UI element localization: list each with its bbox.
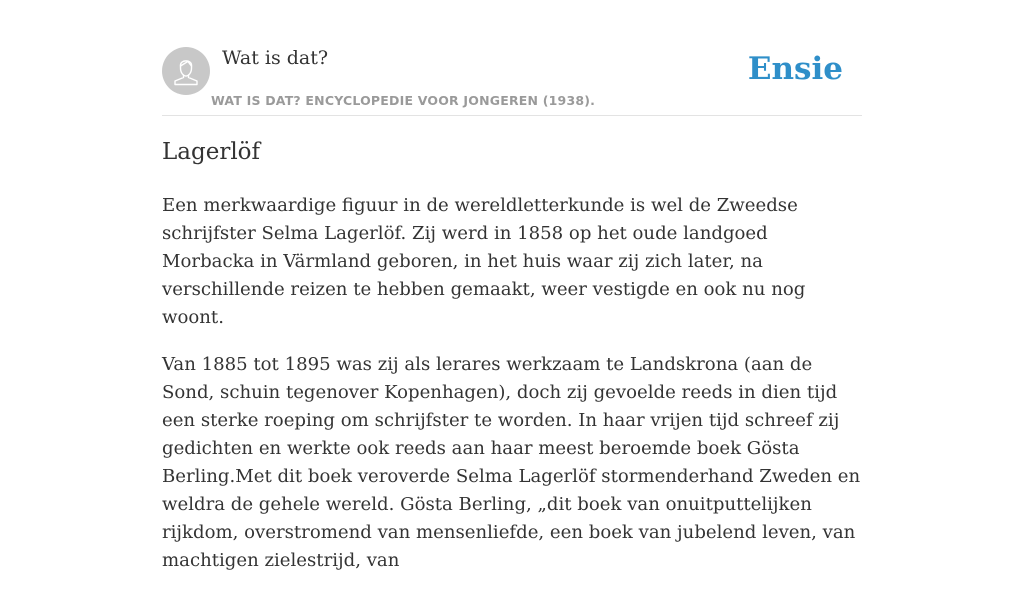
ensie-logo[interactable]: Ensie — [747, 51, 843, 87]
article-title: Lagerlöf — [162, 139, 261, 165]
source-header — [162, 46, 862, 116]
user-silhouette-icon — [162, 47, 210, 95]
source-title[interactable]: Wat is dat? — [222, 47, 329, 69]
source-subtitle[interactable]: WAT IS DAT? ENCYCLOPEDIE VOOR JONGEREN (1938). — [211, 93, 596, 108]
avatar[interactable] — [162, 47, 210, 95]
article-paragraph: Van 1885 tot 1895 was zij als lerares werkzaam te Landskrona (aan de Sond, schuin tegenover Kopenhagen), doch zij gevoelde reeds in dien tijd een sterke roeping om schrijfster te worden. In haar vrijen tijd schreef zij gedichten en werkte ook reeds aan haar meest beroemde boek Gösta Berling.Met dit boek veroverde Selma Lagerlöf stormenderhand Zweden en weldra de gehele wereld. Gösta Berling, „dit boek van onuitputtelijken rijkdom, overstromend van mensenliefde, een boek van jubelend leven, van machtigen zielestrijd, van — [162, 354, 861, 571]
article-body — [162, 192, 862, 594]
article-paragraph: Een merkwaardige figuur in de wereldletterkunde is wel de Zweedse schrijfster Selma Lagerlöf. Zij werd in 1858 op het oude landgoed Morbacka in Värmland geboren, in het huis waar zij zich later, na verschillende reizen te hebben gemaakt, weer vestigde en ook nu nog woont. — [162, 195, 806, 328]
